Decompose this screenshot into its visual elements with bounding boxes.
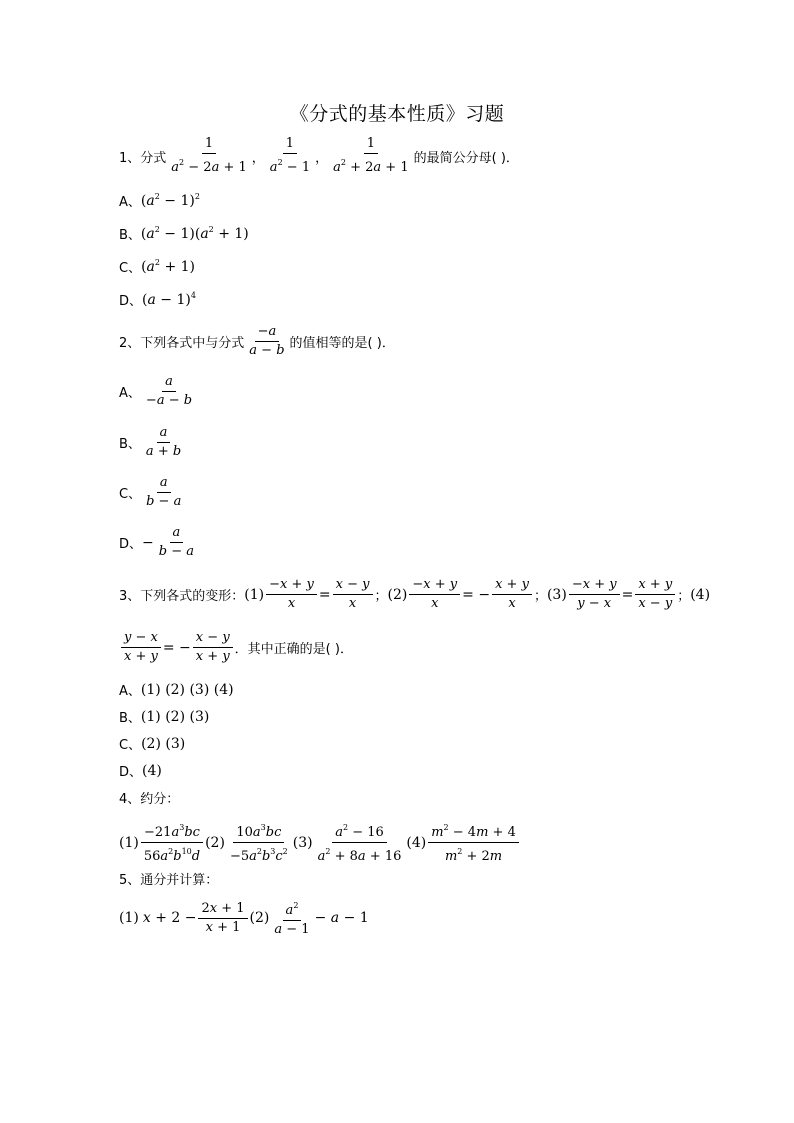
- fraction: $\frac{-a}{a - b}$: [249, 324, 285, 358]
- q1-option-a: A、 $(a^2 - 1)^2$: [119, 192, 200, 210]
- question-4-expressions: (1) $\frac{-21a^3bc}{56a^2b^{10}d}$ (2) $\frac{10a^3bc}{-5a^2b^3c^2}$ (3) $\frac{a^2 - 16}{a^2 + 8a + 16}$ (4) $\frac{m^2 - 4m + 4}{m^2 + 2m}$: [119, 820, 521, 865]
- question-3-continued: $\frac{y - x}{x + y}$ = − $\frac{x - y}{x + y}$ ．其中正确的是( )．: [119, 630, 353, 665]
- q2-option-a: A、 $\frac{a}{-a - b}$: [119, 374, 193, 408]
- q3-option-a: A、 (1) (2) (3) (4): [119, 681, 234, 699]
- question-2-label: 2、下列各式中与分式: [119, 336, 245, 351]
- fraction: $\frac{1}{a^2 - 2a + 1}$: [171, 136, 247, 175]
- question-4-label: 4、约分：: [119, 792, 180, 807]
- q2-option-b: B、 $\frac{a}{a + b}$: [119, 425, 182, 459]
- question-5: [119, 869, 218, 888]
- question-5-label: 5、通分并计算：: [119, 873, 219, 888]
- question-3: 3、下列各式的变形： (1) $\frac{-x + y}{x}$ = $\frac{x - y}{x}$ ； (2) $\frac{-x + y}{x}$ = − $\frac{x + y}{x}$ ； (3) $\frac{-x + y}{y - x}$ = $\frac{x + y}{x - y}$ ； (4): [119, 577, 711, 611]
- question-5-expressions: (1) x + 2 − $\frac{2x + 1}{x + 1}$ (2) $\frac{a^2}{a - 1}$ − a − 1: [119, 898, 369, 938]
- q2-option-d: D、 − $\frac{a}{b - a}$: [119, 525, 195, 559]
- question-1-label: 1、分式: [119, 150, 167, 166]
- page-title: 《分式的基本性质》习题: [289, 103, 505, 125]
- q1-option-d: D、 $(a - 1)^4$: [119, 291, 196, 309]
- q1-option-c: C、 $(a^2 + 1)$: [119, 258, 195, 276]
- q3-option-c: C、 (2) (3): [119, 735, 186, 753]
- q2-option-c: C、 $\frac{a}{b - a}$: [119, 475, 182, 509]
- question-3-tail: ．其中正确的是( )．: [234, 642, 353, 657]
- question-4: [119, 788, 179, 807]
- question-3-label: 3、下列各式的变形：: [119, 589, 245, 604]
- question-2: [119, 324, 395, 359]
- question-1-tail: 的最简公分母( )．: [413, 150, 519, 166]
- question-2-tail: 的值相等的是( )．: [289, 336, 395, 351]
- fraction: $\frac{1}{a^2 - 1}$: [269, 136, 311, 175]
- q1-option-b: B、 $(a^2 - 1)(a^2 + 1)$: [119, 225, 249, 243]
- q3-option-b: B、 (1) (2) (3): [119, 708, 210, 726]
- question-1: 1、分式 $\frac{1}{a^2 - 2a + 1}$ ， $\frac{1}{a^2 - 1}$ ， $\frac{1}{a^2 + 2a + 1}$ 的最简公分母( )．: [119, 136, 519, 175]
- fraction: $\frac{1}{a^2 + 2a + 1}$: [333, 136, 409, 175]
- q3-option-d: D、 (4): [119, 762, 162, 780]
